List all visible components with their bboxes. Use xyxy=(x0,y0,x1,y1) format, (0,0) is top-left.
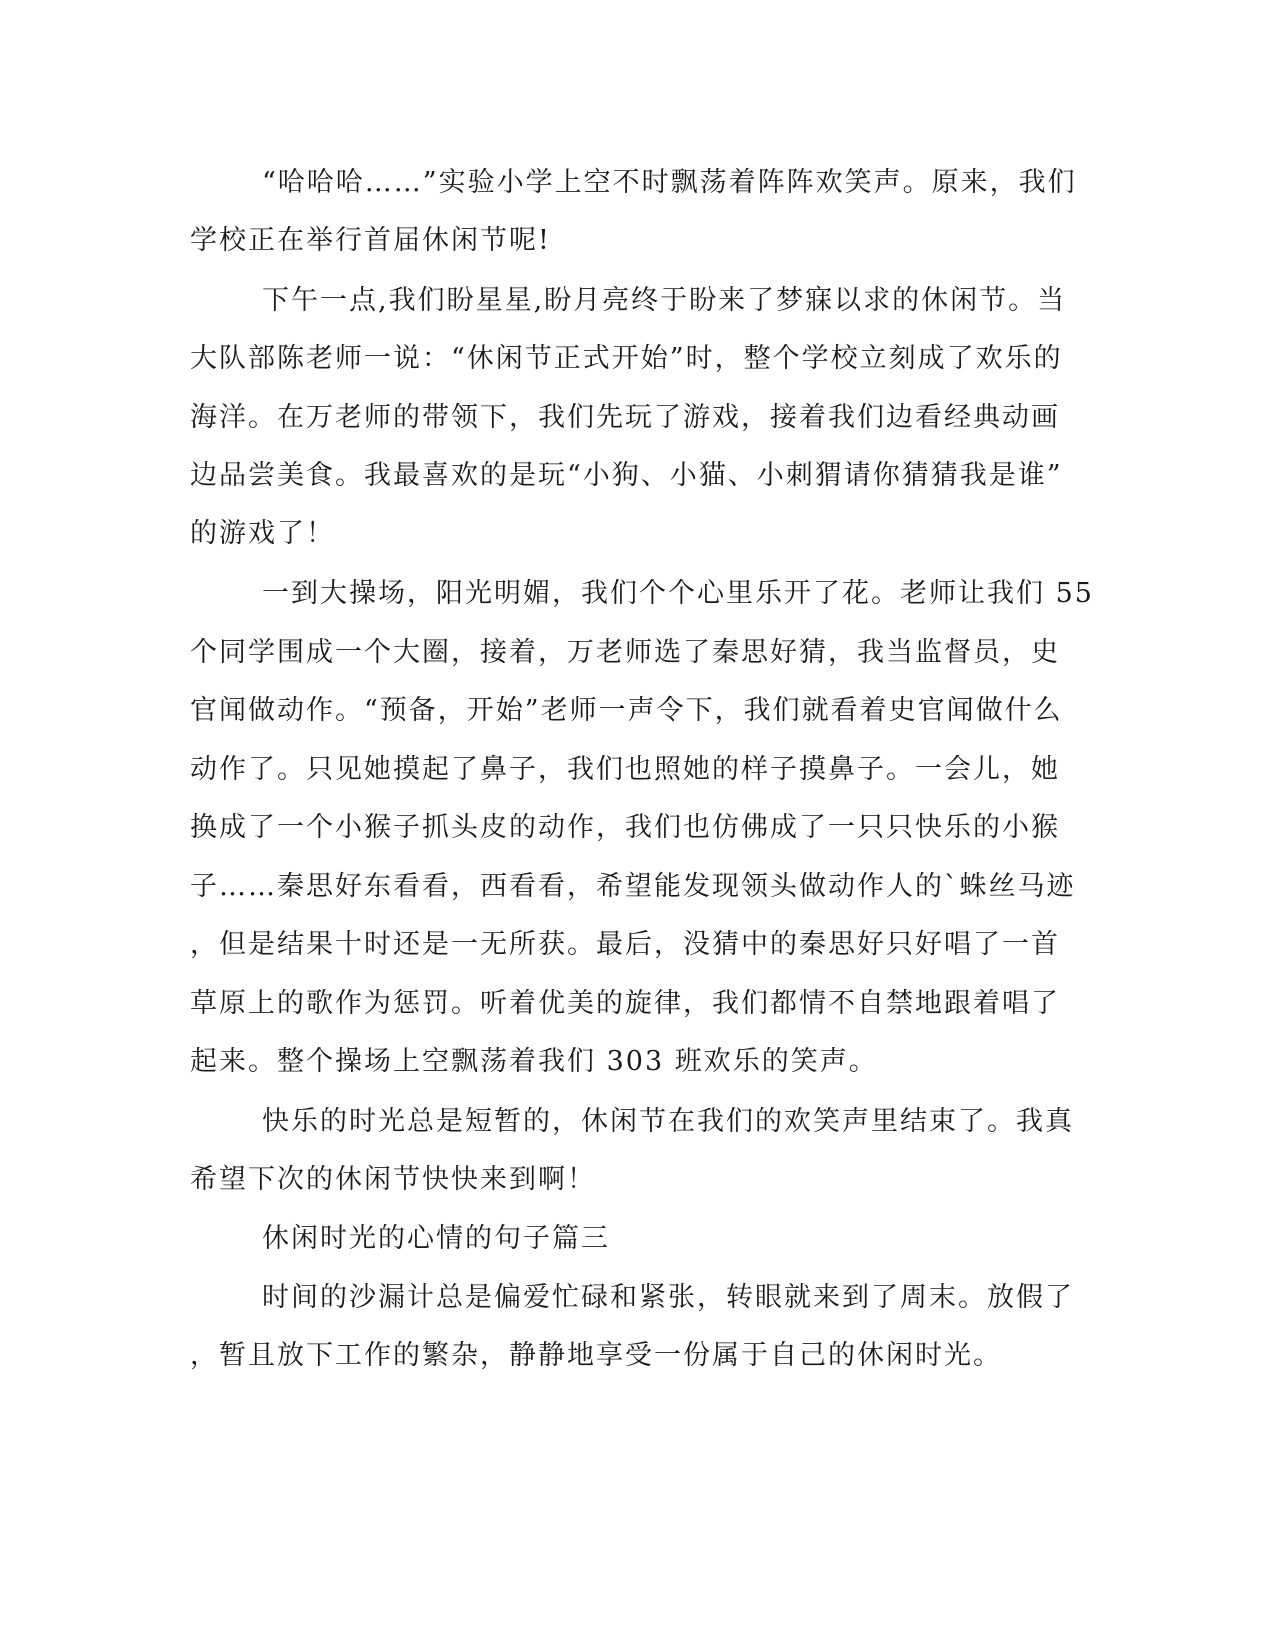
text-line: ，暂且放下工作的繁杂，静静地享受一份属于自己的休闲时光。 xyxy=(190,1340,1002,1371)
text-line: 大队部陈老师一说：“休闲节正式开始”时，整个学校立刻成了欢乐的 xyxy=(190,343,1063,374)
text-line: 换成了一个小猴子抓头皮的动作，我们也仿佛成了一只只快乐的小猴 xyxy=(190,812,1060,843)
text-line: 时间的沙漏计总是偏爱忙碌和紧张，转眼就来到了周末。放假了 xyxy=(262,1282,1074,1313)
text-line: 快乐的时光总是短暂的，休闲节在我们的欢笑声里结束了。我真 xyxy=(262,1106,1074,1137)
text-line: “哈哈哈……”实验小学上空不时飘荡着阵阵欢笑声。原来，我们 xyxy=(262,167,1077,198)
text-line: 动作了。只见她摸起了鼻子，我们也照她的样子摸鼻子。一会儿，她 xyxy=(190,754,1060,785)
text-line: 希望下次的休闲节快快来到啊！ xyxy=(190,1164,596,1195)
text-line: 起来。整个操场上空飘荡着我们 303 班欢乐的笑声。 xyxy=(190,1046,878,1077)
text-line: 边品尝美食。我最喜欢的是玩“小狗、小猫、小刺猬请你猜猜我是谁” xyxy=(190,460,1063,491)
text-line: 草原上的歌作为惩罚。听着优美的旋律，我们都情不自禁地跟着唱了 xyxy=(190,988,1060,1019)
text-line: 官闻做动作。“预备，开始”老师一声令下，我们就看着史官闻做什么 xyxy=(190,695,1063,726)
text-line: ，但是结果十时还是一无所获。最后，没猜中的秦思好只好唱了一首 xyxy=(190,929,1060,960)
text-line: 下午一点,我们盼星星,盼月亮终于盼来了梦寐以求的休闲节。当 xyxy=(262,285,1067,316)
text-line: 学校正在举行首届休闲节呢! xyxy=(190,225,551,256)
text-line: 子……秦思好东看看，西看看，希望能发现领头做动作人的`蛛丝马迹 xyxy=(190,871,1076,902)
text-line: 海洋。在万老师的带领下，我们先玩了游戏，接着我们边看经典动画 xyxy=(190,402,1060,433)
section-heading: 休闲时光的心情的句子篇三 xyxy=(262,1223,610,1254)
text-line: 一到大操场，阳光明媚，我们个个心里乐开了花。老师让我们 55 xyxy=(262,578,1094,609)
text-line: 的游戏了！ xyxy=(190,518,335,549)
text-line: 个同学围成一个大圈，接着，万老师选了秦思好猜，我当监督员，史 xyxy=(190,637,1060,668)
